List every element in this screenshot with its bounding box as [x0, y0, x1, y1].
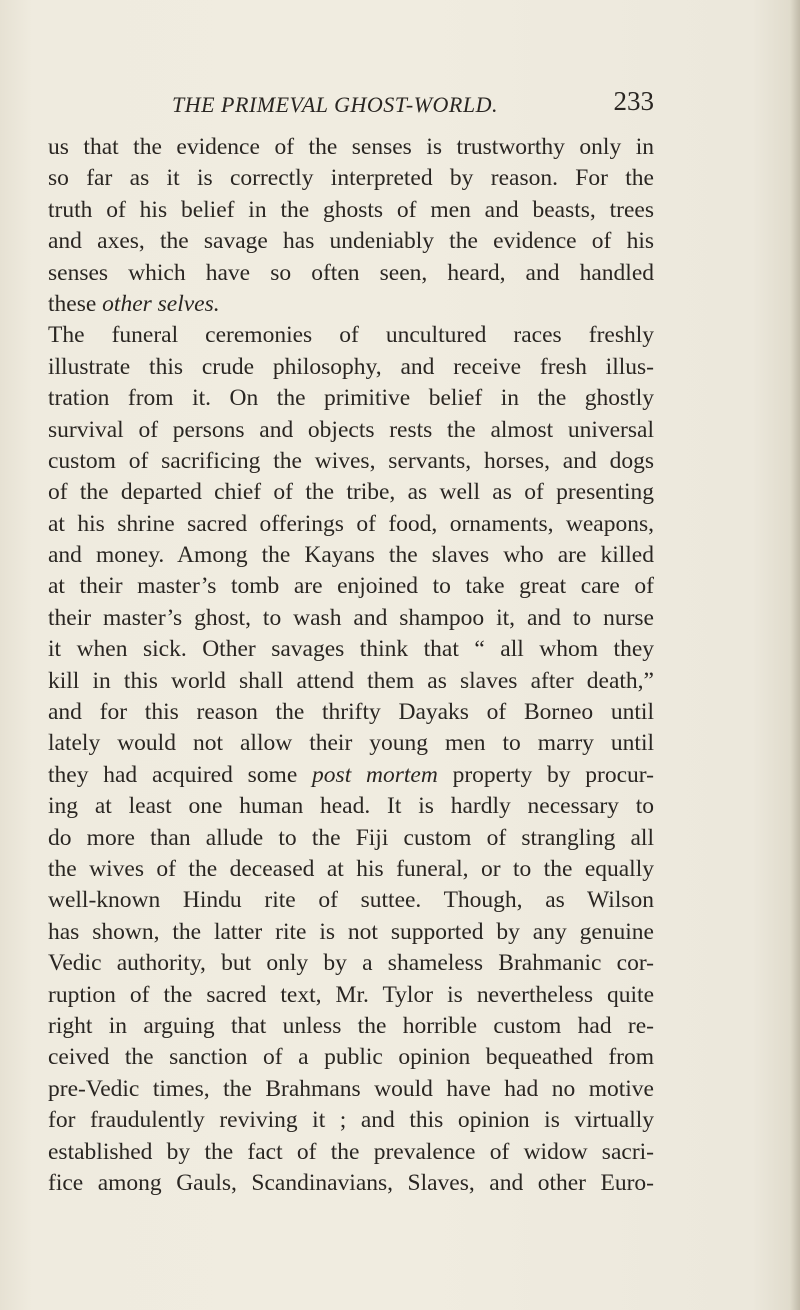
text-line: their master’s ghost, to wash and shampoo it, and to nurse [48, 604, 654, 631]
text-line: truth of his belief in the ghosts of men and beasts, trees [48, 196, 654, 223]
text-line [48, 289, 654, 320]
text-line: of the departed chief of the tribe, as well as of presenting [48, 479, 654, 506]
text-run: property by procur- [437, 761, 654, 788]
text-line: for fraudulently reviving it ; and this opinion is virtually [48, 1107, 654, 1134]
text-line: illustrate this crude philosophy, and receive fresh illus- [48, 353, 654, 380]
text-line: kill in this world shall attend them as slaves after death,” [48, 667, 654, 694]
text-line: right in arguing that unless the horrible custom had re- [48, 1012, 654, 1039]
text-line: fice among Gauls, Scandinavians, Slaves, and other Euro- [48, 1169, 654, 1196]
text-line: ing at least one human head. It is hardly necessary to [48, 793, 654, 820]
text-line: us that the evidence of the senses is trustworthy only in [48, 134, 654, 160]
text-line: ruption of the sacred text, Mr. Tylor is nevertheless quite [48, 981, 654, 1008]
page-number: 233 [613, 86, 654, 116]
paragraph-first-line: The funeral ceremonies of uncultured races freshly [48, 322, 654, 349]
italic-text-run: post mortem [312, 761, 438, 788]
text-line: so far as it is correctly interpreted by reason. For the [48, 165, 654, 192]
text-line: pre-Vedic times, the Brahmans would have had no motive [48, 1075, 654, 1102]
text-line: lately would not allow their young men to marry until [48, 730, 654, 757]
text-line [48, 760, 654, 791]
running-title: THE PRIMEVAL GHOST-WORLD. [172, 92, 498, 117]
text-line: at his shrine sacred offerings of food, ornaments, weapons, [48, 510, 654, 537]
text-line: do more than allude to the Fiji custom of strangling all [48, 824, 654, 851]
text-line: it when sick. Other savages think that “ all whom they [48, 636, 654, 663]
body-text [48, 132, 654, 1199]
text-line: and axes, the savage has undeniably the evidence of his [48, 228, 654, 255]
text-line: survival of persons and objects rests the almost universal [48, 416, 654, 443]
text-line: custom of sacrificing the wives, servants, horses, and dogs [48, 447, 654, 474]
text-line: has shown, the latter rite is not supported by any genuine [48, 918, 654, 945]
text-line: the wives of the deceased at his funeral, or to the equally [48, 855, 654, 882]
italic-text-run: other selves. [102, 290, 220, 317]
running-head [48, 86, 654, 126]
text-line: and money. Among the Kayans the slaves who are killed [48, 542, 654, 569]
text-line: tration from it. On the primitive belief in the ghostly [48, 385, 654, 412]
text-line: senses which have so often seen, heard, and handled [48, 259, 654, 286]
text-line: established by the fact of the prevalence of widow sacri- [48, 1138, 654, 1165]
text-line: and for this reason the thrifty Dayaks of Borneo until [48, 699, 654, 726]
page-edge-shadow [790, 0, 800, 1310]
text-run: these [48, 290, 103, 317]
text-line: well-known Hindu rite of suttee. Though, as Wilson [48, 887, 654, 914]
text-line: ceived the sanction of a public opinion bequeathed from [48, 1044, 654, 1071]
text-run: they had acquired some [48, 761, 313, 788]
text-line: Vedic authority, but only by a shameless Brahmanic cor- [48, 950, 654, 977]
text-line: at their master’s tomb are enjoined to take great care of [48, 573, 654, 600]
